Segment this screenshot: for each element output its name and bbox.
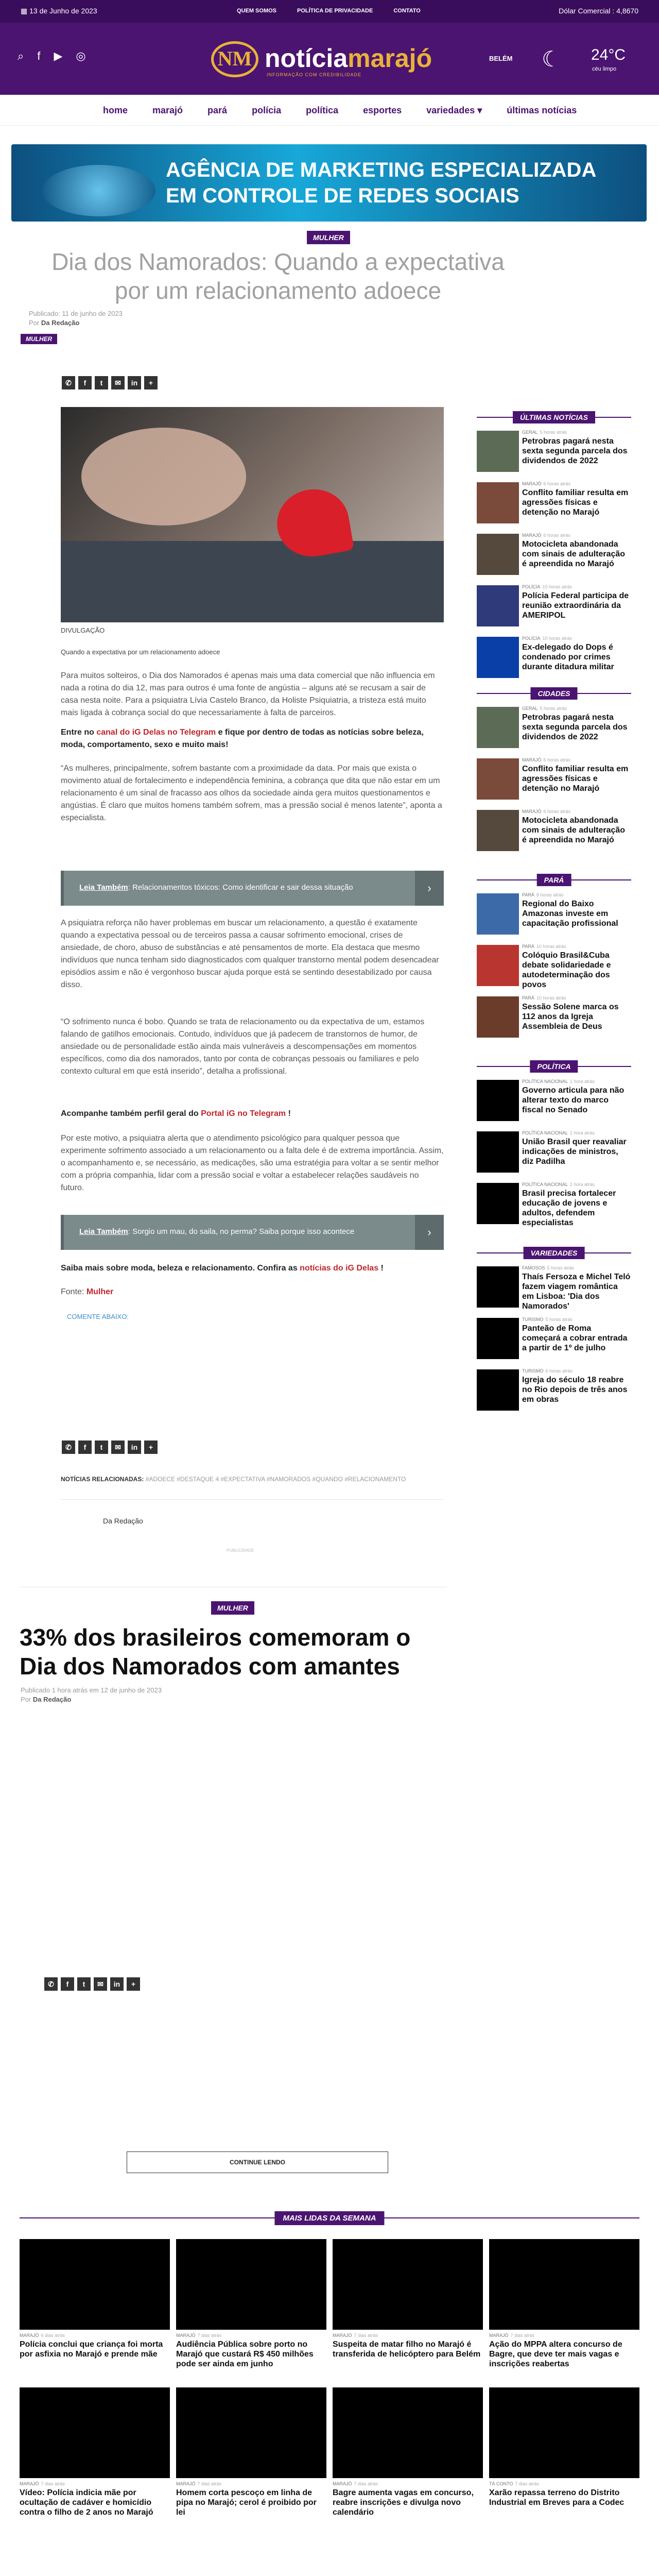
- news-title[interactable]: Vídeo: Polícia indicia mãe por ocultação de cadáver e homicídio contra o filho de 2 anos no Marajó: [20, 2488, 153, 2517]
- read-also-box-1[interactable]: [61, 871, 444, 906]
- facebook-share-icon[interactable]: f: [78, 376, 92, 389]
- sidebar-news-item[interactable]: [477, 944, 631, 990]
- news-category: TÁ CONTO 7 dias atrás: [489, 2481, 539, 2486]
- article2-title[interactable]: 33% dos brasileiros comemoram o Dia dos Namorados com amantes: [20, 1624, 411, 1680]
- article-meta: [29, 309, 123, 328]
- moon-icon: ☾: [542, 47, 561, 71]
- article-paragraph-1: Para muitos solteiros, o Dia dos Namorados é apenas mais uma data comercial que não influencia em nada a rotina do dia 12, mas para outros é uma fonte de angústia – alguns até se recusam a sair de casa nesta noite. Para a psiquiatra Lívia Castelo Branco, da Holiste Psiquiatria, a tristeza está muito mais ligada à cobrança social do que necessariamente à falta de parceiros.: [61, 671, 435, 717]
- telegram-link[interactable]: canal do iG Delas no Telegram: [96, 728, 216, 737]
- news-title[interactable]: Bagre aumenta vagas em concurso, reabre inscrições e divulga novo calendário: [333, 2488, 474, 2517]
- article-tag[interactable]: MULHER: [21, 334, 57, 344]
- banner-graphic: [42, 165, 155, 216]
- news-title[interactable]: Governo articula para não alterar texto do marco fiscal no Senado: [522, 1086, 625, 1114]
- most-read-header: [20, 2211, 639, 2226]
- sidebar-header-para: [477, 874, 631, 886]
- share-bar-bottom: [62, 1440, 158, 1454]
- news-title[interactable]: Ex-delegado do Dops é condenado por crimes durante ditadura militar: [522, 643, 614, 671]
- sidebar-news-item[interactable]: [477, 1182, 631, 1228]
- news-thumbnail[interactable]: [477, 1266, 519, 1308]
- news-thumbnail[interactable]: [333, 2239, 483, 2330]
- top-links: [237, 8, 421, 14]
- news-thumbnail[interactable]: [477, 585, 519, 626]
- news-title[interactable]: Colóquio Brasil&Cuba debate solidariedade e autodeterminação dos povos: [522, 951, 611, 989]
- article-category[interactable]: MULHER: [307, 231, 350, 244]
- news-title[interactable]: Petrobras pagará nesta sexta segunda parcela dos dividendos de 2022: [522, 437, 628, 465]
- news-category: POLÍTICA NACIONAL 1 hora atrás: [522, 1130, 595, 1136]
- most-read-item[interactable]: [489, 2239, 639, 2369]
- article-paragraph-5: “O sofrimento nunca é bobo. Quando se trata de relacionamento ou da expectativa de um, estamos falando de gatilhos emocionais. Contudo, indivíduos que já padecem de transtornos de humor, de ansiedade ou de personalidade estão ainda mais vulneráveis a descompensações em momentos específicos, como dia dos namorados, tanto por conta de cobranças pessoais ou familiares e pelo contexto cultural em que está inserido”, detalha a profissional.: [61, 1018, 425, 1076]
- news-info: [522, 430, 631, 466]
- news-thumbnail[interactable]: [176, 2239, 326, 2330]
- article-paragraph-8: Saiba mais sobre moda, beleza e relacionamento. Confira as notícias do iG Delas !: [61, 1264, 384, 1273]
- news-title[interactable]: Ação do MPPA altera concurso de Bagre, que deve ter mais vagas e inscrições reabertas: [489, 2340, 622, 2368]
- news-category: PARÁ 10 horas atrás: [522, 995, 566, 1001]
- sidebar-news-item[interactable]: [477, 809, 631, 855]
- sidebar-news-item[interactable]: [477, 1368, 631, 1415]
- news-thumbnail[interactable]: [477, 996, 519, 1038]
- news-info: [522, 757, 631, 793]
- news-title[interactable]: Brasil precisa fortalecer educação de jovens e adultos, defendem especialistas: [522, 1189, 616, 1227]
- whatsapp-icon[interactable]: ✆: [62, 1440, 75, 1454]
- nav-ultimas[interactable]: últimas notícias: [507, 105, 577, 115]
- news-category: GERAL 5 horas atrás: [522, 706, 567, 711]
- news-title[interactable]: Thaís Fersoza e Michel Teló fazem viagem romântica em Lisboa: 'Dia dos Namorados': [522, 1273, 631, 1311]
- news-category: MARAJÓ 6 horas atrás: [522, 533, 571, 538]
- most-read-item[interactable]: [176, 2239, 326, 2369]
- news-title[interactable]: Petrobras pagará nesta sexta segunda parcela dos dividendos de 2022: [522, 713, 628, 741]
- sidebar-section-title: ÚLTIMAS NOTÍCIAS: [513, 411, 595, 423]
- messenger-icon[interactable]: ✉: [94, 1977, 107, 1991]
- sidebar-header-politica: [477, 1060, 631, 1073]
- article2-category[interactable]: MULHER: [211, 1601, 254, 1615]
- ig-delas-link[interactable]: notícias do iG Delas: [300, 1264, 379, 1273]
- news-thumbnail[interactable]: [176, 2387, 326, 2478]
- nav-home[interactable]: home: [103, 105, 128, 115]
- nav-politica[interactable]: política: [306, 105, 339, 115]
- read-also-text: : Sorgio um mau, do saila, no perma? Saiba porque isso acontece: [128, 1227, 355, 1236]
- more-share-icon[interactable]: +: [144, 376, 158, 389]
- news-title[interactable]: Regional do Baixo Amazonas investe em capacitação profissional: [522, 900, 618, 928]
- news-info: [522, 1130, 631, 1166]
- ad-banner[interactable]: [11, 144, 647, 222]
- news-info: [522, 809, 631, 845]
- news-info: [522, 1182, 631, 1228]
- news-category: MARAJÓ 7 dias atrás: [489, 2333, 535, 2338]
- photo-shirt: [61, 541, 444, 622]
- main-nav: [0, 95, 659, 126]
- read-also-text: : Relacionamentos tóxicos: Como identificar e sair dessa situação: [128, 883, 353, 892]
- news-thumbnail[interactable]: [477, 1369, 519, 1411]
- author-box[interactable]: Da Redação: [103, 1517, 143, 1525]
- news-thumbnail[interactable]: [477, 810, 519, 851]
- news-title[interactable]: Xarão repassa terreno do Distrito Industrial em Breves para a Codec: [489, 2488, 625, 2507]
- most-read-item[interactable]: [333, 2239, 483, 2359]
- news-category: POLÍCIA 10 horas atrás: [522, 584, 573, 589]
- article-paragraph-2: Entre no canal do iG Delas no Telegram e fique por dentro de todas as notícias sobre beleza, moda, comportamento, sexo e muito mais!: [61, 728, 424, 749]
- article-author[interactable]: Da Redação: [41, 319, 80, 327]
- source-link[interactable]: Mulher: [86, 1287, 114, 1296]
- news-title[interactable]: Sessão Solene marca os 112 anos da Igreja Assembleia de Deus: [522, 1003, 619, 1031]
- news-title[interactable]: Suspeita de matar filho no Marajó é transferida de helicóptero para Belém: [333, 2340, 481, 2359]
- facebook-share-icon[interactable]: f: [78, 1440, 92, 1454]
- sidebar-news-item[interactable]: [477, 995, 631, 1042]
- news-title[interactable]: Audiência Pública sobre porto no Marajó que custará R$ 450 milhões pode ser ainda em junho: [176, 2340, 314, 2368]
- most-read-item[interactable]: [489, 2387, 639, 2507]
- sidebar-news-item[interactable]: [477, 584, 631, 631]
- news-thumbnail[interactable]: [477, 1318, 519, 1359]
- chevron-right-icon: ›: [415, 1215, 444, 1250]
- news-thumbnail[interactable]: [477, 758, 519, 800]
- news-category: GERAL 5 horas atrás: [522, 430, 567, 435]
- news-info: [522, 944, 631, 990]
- news-thumbnail[interactable]: [477, 637, 519, 678]
- article-photo: [61, 407, 444, 622]
- logo-tagline: INFORMAÇÃO COM CREDIBILIDADE: [267, 72, 362, 77]
- sidebar-section-title: PARÁ: [537, 874, 571, 886]
- article-title: Dia dos Namorados: Quando a expectativa por um relacionamento adoece: [51, 248, 505, 304]
- current-date: [21, 7, 97, 15]
- article2-author[interactable]: Da Redação: [32, 1696, 72, 1703]
- sidebar-news-item[interactable]: [477, 706, 631, 752]
- nav-marajo[interactable]: marajó: [152, 105, 183, 115]
- most-read-item[interactable]: [176, 2387, 326, 2517]
- sidebar-news-item[interactable]: [477, 1130, 631, 1177]
- more-share-icon[interactable]: +: [144, 1440, 158, 1454]
- news-info: [522, 584, 631, 620]
- whatsapp-icon[interactable]: ✆: [44, 1977, 58, 1991]
- dollar-rate: Dólar Comercial : 4,8670: [559, 7, 638, 15]
- news-thumbnail[interactable]: [489, 2239, 639, 2330]
- news-title[interactable]: Conflito familiar resulta em agressões físicas e detenção no Marajó: [522, 488, 629, 517]
- news-info: [522, 995, 631, 1031]
- photo-face: [81, 428, 246, 526]
- news-info: [522, 636, 631, 672]
- news-title[interactable]: Igreja do século 18 reabre no Rio depois de três anos em obras: [522, 1376, 628, 1404]
- calendar-icon: ▦: [21, 7, 28, 15]
- news-category: MARAJÓ 6 horas atrás: [522, 809, 571, 814]
- news-category: TURISMO 6 horas atrás: [522, 1368, 573, 1374]
- logo-mark: NM: [211, 41, 258, 77]
- top-link-privacidade[interactable]: POLÍTICA DE PRIVACIDADE: [297, 8, 373, 14]
- news-thumbnail[interactable]: [333, 2387, 483, 2478]
- whatsapp-icon[interactable]: ✆: [62, 376, 75, 389]
- news-thumbnail[interactable]: [489, 2387, 639, 2478]
- news-category: MARAJÓ 7 dias atrás: [176, 2481, 222, 2486]
- instagram-icon[interactable]: ◎: [76, 49, 86, 62]
- news-title[interactable]: Homem corta pescoço em linha de pipa no Marajó; cerol é proibido por lei: [176, 2488, 317, 2517]
- news-thumbnail[interactable]: [477, 1131, 519, 1173]
- linkedin-icon[interactable]: in: [128, 1440, 141, 1454]
- logo-text: notíciamarajó: [265, 44, 432, 73]
- news-thumbnail[interactable]: [477, 534, 519, 575]
- linkedin-icon[interactable]: in: [110, 1977, 124, 1991]
- photo-credit: DIVULGAÇÃO: [61, 626, 105, 634]
- sidebar-section-title: POLÍTICA: [530, 1060, 578, 1073]
- header-icons: [18, 49, 86, 63]
- news-category: FAMOSOS 5 horas atrás: [522, 1265, 575, 1270]
- share-bar-top: [62, 376, 158, 389]
- news-thumbnail[interactable]: [20, 2387, 170, 2478]
- banner-line-2: EM CONTROLE DE REDES SOCIAIS: [166, 184, 519, 207]
- related-tags: [61, 1475, 444, 1484]
- news-thumbnail[interactable]: [477, 707, 519, 748]
- twitter-icon[interactable]: t: [95, 376, 108, 389]
- news-thumbnail[interactable]: [477, 945, 519, 986]
- article-source: Fonte: Mulher: [61, 1287, 114, 1296]
- date-text: 13 de Junho de 2023: [29, 7, 97, 15]
- news-thumbnail[interactable]: [477, 431, 519, 472]
- read-also-label: Leia Também: [79, 1227, 128, 1236]
- news-category: MARAJÓ 7 dias atrás: [333, 2481, 378, 2486]
- weather-city: BELÉM: [489, 55, 513, 62]
- youtube-icon[interactable]: ▶: [54, 49, 63, 62]
- publicidade-label: PUBLICIDADE: [227, 1548, 254, 1553]
- continue-reading-button[interactable]: CONTINUE LENDO: [127, 2151, 388, 2173]
- top-link-contato[interactable]: CONTATO: [393, 8, 421, 14]
- photo-caption: Quando a expectativa por um relacionamento adoece: [61, 648, 220, 656]
- sidebar-news-item[interactable]: [477, 757, 631, 804]
- news-thumbnail[interactable]: [477, 1183, 519, 1224]
- more-share-icon[interactable]: +: [127, 1977, 140, 1991]
- news-category: MARAJÓ 6 dias atrás: [20, 2333, 65, 2338]
- news-category: PARÁ 8 horas atrás: [522, 892, 564, 897]
- news-category: MARAJÓ 7 dias atrás: [176, 2333, 222, 2338]
- news-title[interactable]: Conflito familiar resulta em agressões físicas e detenção no Marajó: [522, 765, 629, 793]
- sidebar-header-cidades: [477, 687, 631, 700]
- site-header: [0, 23, 659, 95]
- linkedin-icon[interactable]: in: [128, 376, 141, 389]
- news-category: POLÍTICA NACIONAL 1 hora atrás: [522, 1079, 595, 1084]
- most-read-title: MAIS LIDAS DA SEMANA: [274, 2211, 384, 2225]
- sidebar-header-ultimas: [477, 411, 631, 423]
- read-also-box-2[interactable]: [61, 1215, 444, 1250]
- published-date: Publicado: 11 de junho de 2023: [29, 310, 123, 317]
- most-read-item[interactable]: [333, 2387, 483, 2517]
- sidebar-section-title: CIDADES: [530, 687, 577, 700]
- news-category: POLÍTICA NACIONAL 1 hora atrás: [522, 1182, 595, 1187]
- nav-variedades[interactable]: variedades ▾: [426, 105, 482, 115]
- news-info: [522, 892, 631, 928]
- divider: [61, 1499, 444, 1500]
- sidebar-news-item[interactable]: [477, 892, 631, 939]
- news-category: MARAJÓ 6 horas atrás: [522, 757, 571, 762]
- news-category: MARAJÓ 7 dias atrás: [20, 2481, 65, 2486]
- news-title[interactable]: Motocicleta abandonada com sinais de adulteração é apreendida no Marajó: [522, 816, 626, 844]
- news-title[interactable]: Polícia conclui que criança foi morta por asfixia no Marajó e prende mãe: [20, 2340, 163, 2359]
- news-category: MARAJÓ 7 dias atrás: [333, 2333, 378, 2338]
- facebook-icon[interactable]: f: [37, 49, 41, 62]
- nav-policia[interactable]: polícia: [252, 105, 282, 115]
- sidebar-news-item[interactable]: [477, 1317, 631, 1363]
- sidebar-news-item[interactable]: [477, 481, 631, 528]
- comment-label[interactable]: COMENTE ABAIXO:: [67, 1313, 129, 1320]
- portal-telegram-link[interactable]: Portal iG no Telegram: [201, 1109, 286, 1118]
- news-category: PARÁ 10 horas atrás: [522, 944, 566, 949]
- news-info: [522, 706, 631, 742]
- sidebar-news-item[interactable]: [477, 1265, 631, 1312]
- twitter-icon[interactable]: t: [95, 1440, 108, 1454]
- news-title[interactable]: União Brasil quer reavaliar indicações de ministros, diz Padilha: [522, 1138, 627, 1166]
- by-label: Por: [29, 319, 40, 327]
- news-title[interactable]: Panteão de Roma começará a cobrar entrada a partir de 1º de julho: [522, 1324, 628, 1352]
- most-read-item[interactable]: [20, 2387, 170, 2517]
- most-read-item[interactable]: [20, 2239, 170, 2359]
- news-category: POLÍCIA 10 horas atrás: [522, 636, 573, 641]
- news-thumbnail[interactable]: [477, 482, 519, 523]
- news-title[interactable]: Motocicleta abandonada com sinais de adulteração é apreendida no Marajó: [522, 540, 626, 568]
- news-info: [522, 1265, 631, 1311]
- messenger-icon[interactable]: ✉: [111, 376, 125, 389]
- weather-condition: céu limpo: [592, 66, 617, 72]
- weather-temp: 24°C: [591, 46, 626, 63]
- article2-published: Publicado 1 hora atrás em 12 de junho de 2023: [21, 1686, 162, 1694]
- facebook-share-icon[interactable]: f: [61, 1977, 74, 1991]
- banner-line-1: AGÊNCIA DE MARKETING ESPECIALIZADA: [166, 159, 597, 181]
- nav-esportes[interactable]: esportes: [363, 105, 402, 115]
- news-category: TURISMO 5 horas atrás: [522, 1317, 573, 1322]
- sidebar-news-item[interactable]: [477, 636, 631, 682]
- news-info: [522, 481, 631, 517]
- article-paragraph-3: “As mulheres, principalmente, sofrem bastante com a proximidade da data. Por mais que exista o movimento atual de fortalecimento e independência feminina, a cobrança que dita que não estar em um relacionamento é um sinal de fracasso aos olhos da sociedade ainda gera muitos questionamentos e angústias. É claro que muitos homens também sofrem, mas a pressão social é menos latente”, aponta a especialista.: [61, 764, 442, 822]
- news-category: MARAJÓ 6 horas atrás: [522, 481, 571, 486]
- top-link-quem-somos[interactable]: QUEM SOMOS: [237, 8, 277, 14]
- news-thumbnail[interactable]: [477, 1080, 519, 1121]
- news-thumbnail[interactable]: [20, 2239, 170, 2330]
- share-bar-article2: [44, 1977, 140, 1991]
- sidebar-section-title: VARIEDADES: [524, 1247, 585, 1259]
- search-icon[interactable]: ⌕: [18, 49, 24, 62]
- news-info: [522, 1079, 631, 1115]
- sidebar-news-item[interactable]: [477, 1079, 631, 1125]
- news-info: [522, 1317, 631, 1353]
- article-paragraph-6: Acompanhe também perfil geral do Portal iG no Telegram !: [61, 1109, 291, 1118]
- article-paragraph-4: A psiquiatra reforça não haver problemas em buscar um relacionamento, a questão é exatamente quando a expectativa pessoal ou de terceiros passa a causar sofrimento emocional, crises de ansiedade, de choro, abuso de substâncias e até pensamentos de morte. Ela destaca que mesmo indivíduos que nunca tenham sido diagnosticados com qualquer transtorno mental podem desencadear episódios assim e não é vergonhoso buscar ajuda porque está se sentindo desestabilizado por causa disso.: [61, 919, 439, 989]
- sidebar-header-variedades: [477, 1247, 631, 1259]
- sidebar-news-item[interactable]: [477, 430, 631, 476]
- tag-list[interactable]: #ADOECE #DESTAQUE 4 #EXPECTATIVA #NAMORADOS #QUANDO #RELACIONAMENTO: [145, 1476, 406, 1483]
- article-paragraph-7: Por este motivo, a psiquiatra alerta que o atendimento psicológico para qualquer pessoa que experimente sofrimento associado a um relacionamento ou a falta dele é de extrema importância. Assim, o acompanhamento e, se necessário, as medicações, são uma estratégia para voltar a se sentir melhor com a própria companhia, lidar com a pressão social e voltar a estabelecer relações saudáveis no futuro.: [61, 1134, 444, 1192]
- news-title[interactable]: Polícia Federal participa de reunião extraordinária da AMERIPOL: [522, 591, 629, 620]
- top-bar: [0, 0, 659, 23]
- messenger-icon[interactable]: ✉: [111, 1440, 125, 1454]
- read-also-label: Leia Também: [79, 883, 128, 892]
- article2-meta: Publicado 1 hora atrás em 12 de junho de 2023 Por Da Redação: [21, 1686, 162, 1703]
- nav-para[interactable]: pará: [207, 105, 228, 115]
- site-logo[interactable]: [211, 40, 448, 78]
- sidebar-news-item[interactable]: [477, 533, 631, 579]
- news-info: [522, 533, 631, 569]
- twitter-icon[interactable]: t: [77, 1977, 91, 1991]
- news-thumbnail[interactable]: [477, 893, 519, 935]
- related-tags-label: NOTÍCIAS RELACIONADAS:: [61, 1476, 144, 1483]
- news-info: [522, 1368, 631, 1404]
- chevron-right-icon: ›: [415, 871, 444, 906]
